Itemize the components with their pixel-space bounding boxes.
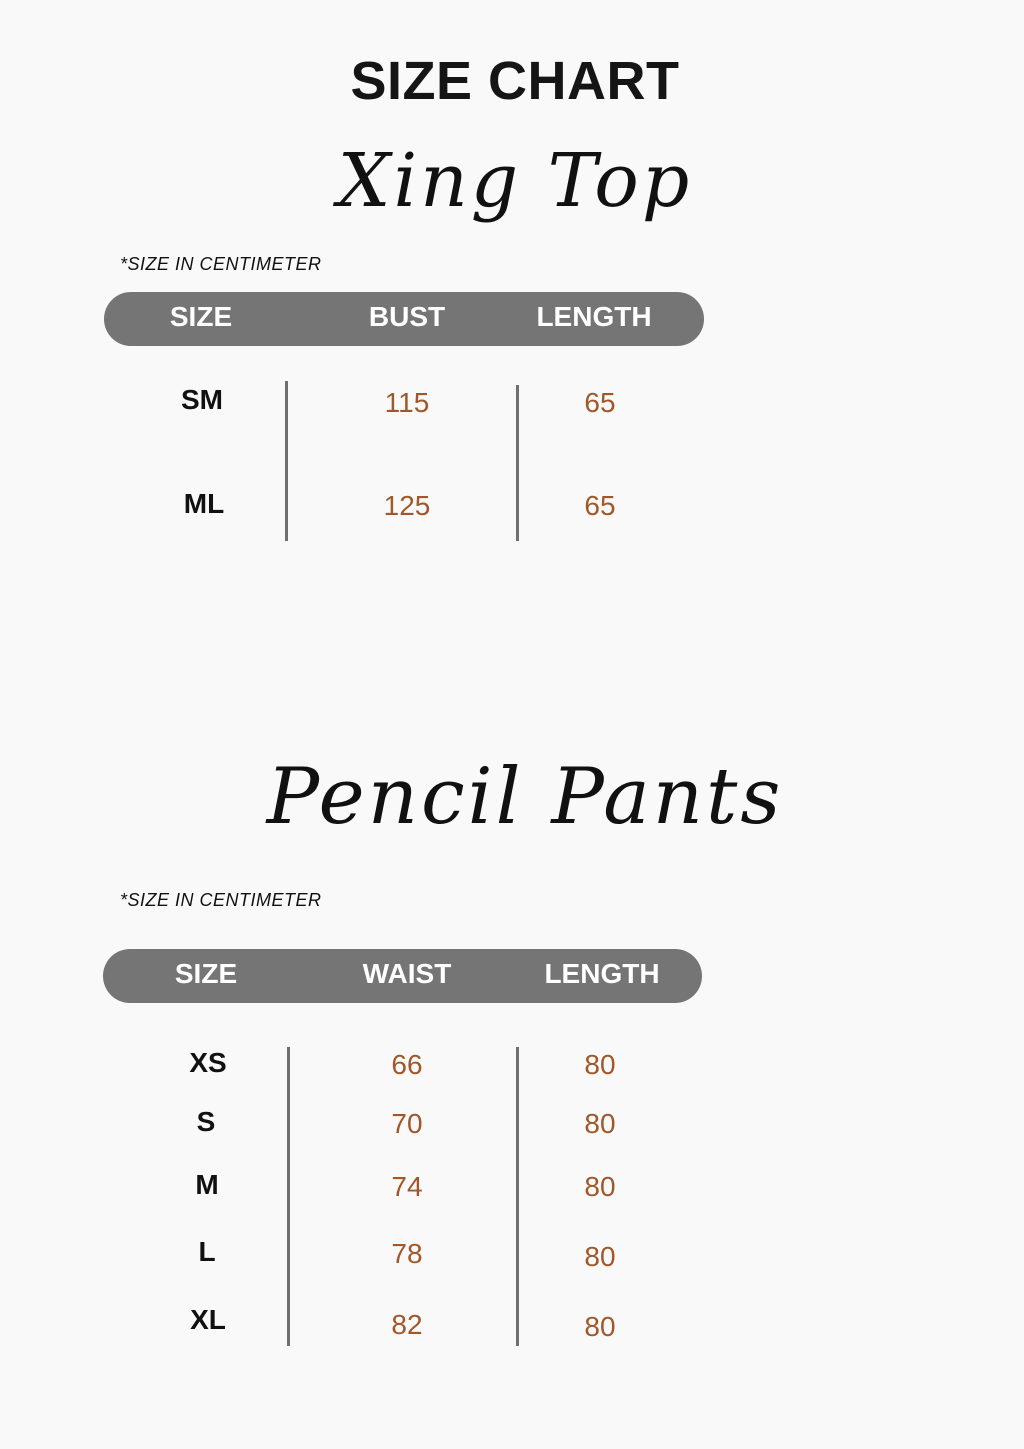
length-cell: 80 [584,1049,616,1080]
page-title: SIZE CHART [350,51,680,111]
column-divider [516,1047,519,1346]
pants-table-header [103,949,702,1003]
waist-cell: 74 [391,1171,423,1202]
waist-cell: 66 [391,1049,423,1080]
bust-cell: 125 [383,490,431,521]
waist-cell: 82 [391,1309,423,1340]
length-cell: 65 [584,490,616,521]
pants-section-title: Pencil Pants [266,752,784,842]
length-cell: 80 [584,1311,616,1342]
waist-cell: 78 [391,1238,423,1269]
header-waist: WAIST [362,958,452,989]
length-cell: 65 [584,387,616,418]
size-cell: ML [183,488,225,519]
size-cell: M [195,1169,219,1200]
top-table-header [104,292,704,346]
header-size: SIZE [174,958,238,989]
length-cell: 80 [584,1241,616,1272]
bust-cell: 115 [384,387,430,418]
waist-cell: 70 [391,1108,423,1139]
header-length: LENGTH [536,301,652,332]
size-cell: XL [190,1304,226,1335]
length-cell: 80 [584,1108,616,1139]
header-bust: BUST [368,301,446,332]
column-divider [287,1047,290,1346]
pants-size-note: *SIZE IN CENTIMETER [120,890,322,910]
column-divider [516,385,519,541]
top-section-title: Xing Top [337,138,693,224]
column-divider [285,381,288,541]
header-size: SIZE [169,301,233,332]
size-cell: XS [189,1047,227,1078]
header-length: LENGTH [544,958,660,989]
size-cell: L [198,1236,216,1267]
size-cell: SM [181,384,223,415]
length-cell: 80 [584,1171,616,1202]
top-size-note: *SIZE IN CENTIMETER [120,254,322,274]
size-cell: S [196,1106,216,1137]
